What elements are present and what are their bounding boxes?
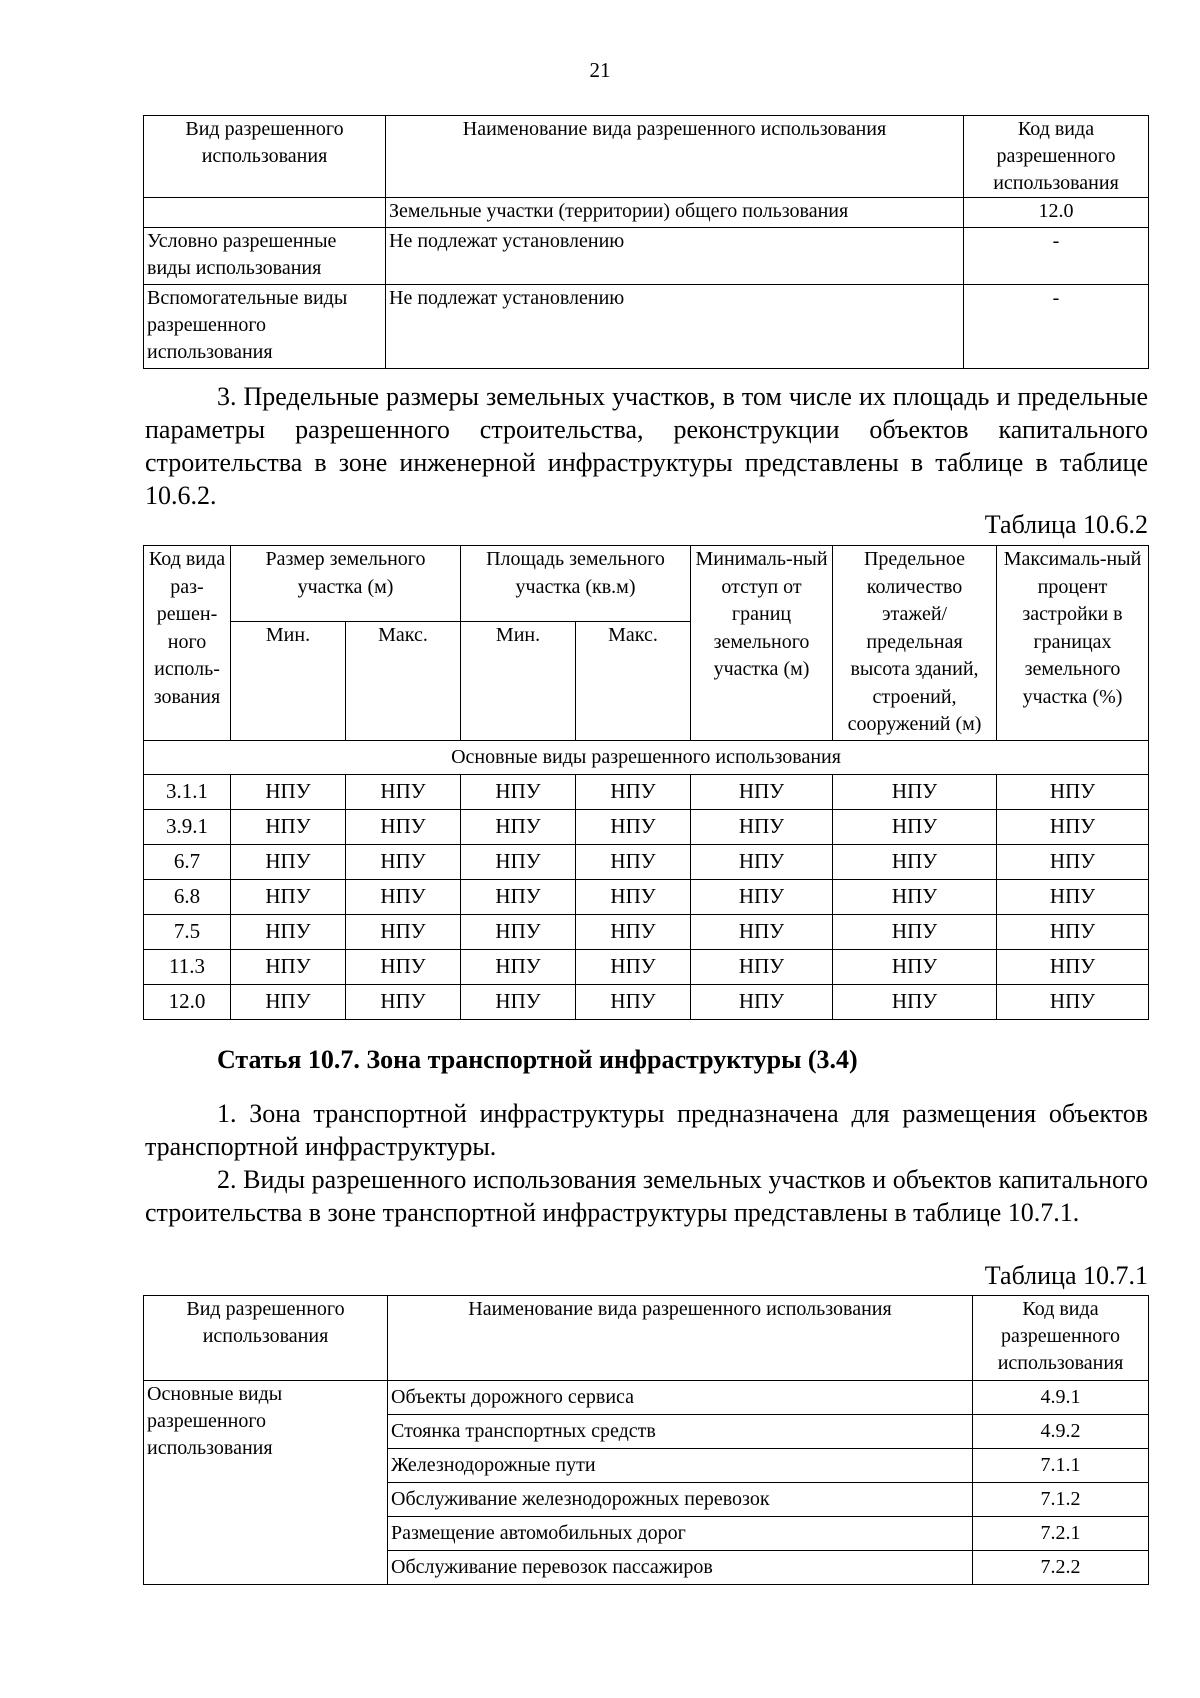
row-code: 7.5 <box>144 915 231 950</box>
cell: НПУ <box>346 775 461 810</box>
row-code: 12.0 <box>144 985 231 1020</box>
cell: НПУ <box>833 915 997 950</box>
header-area-min: Мин. <box>461 622 576 741</box>
cell: НПУ <box>997 775 1149 810</box>
header-use-type: Вид разрешенного использования <box>144 1296 388 1381</box>
header-coverage: Максималь-ный процент застройки в границах земельного участка (%) <box>997 546 1149 741</box>
header-floors-height: Предельное количество этажей/ предельная высота зданий, строений, сооружений (м) <box>833 546 997 741</box>
cell: НПУ <box>833 845 997 880</box>
cell: НПУ <box>691 985 833 1020</box>
row-code: 3.9.1 <box>144 810 231 845</box>
table-caption-10-7-1: Таблица 10.7.1 <box>984 1261 1148 1290</box>
transport-use-table <box>143 1295 1149 1585</box>
header-use-code: Код вида разрешенного использования <box>973 1296 1149 1381</box>
cell: НПУ <box>461 880 576 915</box>
cell: НПУ <box>461 810 576 845</box>
article-heading: Статья 10.7. Зона транспортной инфраструктуры (3.4) <box>217 1045 858 1074</box>
cell: НПУ <box>461 950 576 985</box>
cell: НПУ <box>997 845 1149 880</box>
paragraph-3: 3. Предельные размеры земельных участков, в том числе их площадь и предельные параметры разрешенного строительства, реконструкции объектов капитального строительства в зоне инженерной инфраструктуры представлены в таблице в таблице 10.6.2. <box>145 382 1148 510</box>
cell: НПУ <box>231 985 346 1020</box>
row-name: Стоянка транспортных средств <box>388 1415 973 1449</box>
row-code: 4.9.2 <box>973 1415 1149 1449</box>
cell: НПУ <box>997 880 1149 915</box>
cell: НПУ <box>461 845 576 880</box>
header-code: Код вида раз-решен-ного исполь-зования <box>144 546 231 741</box>
header-size-min: Мин. <box>231 622 346 741</box>
table-row <box>144 198 1149 228</box>
cell: НПУ <box>833 985 997 1020</box>
cell: НПУ <box>346 985 461 1020</box>
row-code: 11.3 <box>144 950 231 985</box>
table-row <box>144 845 1149 880</box>
section-row <box>144 741 1149 775</box>
cell: НПУ <box>833 950 997 985</box>
cell: НПУ <box>461 985 576 1020</box>
paragraph-2: 2. Виды разрешенного использования земельных участков и объектов капитального строительства в зоне транспортной инфраструктуры представлены в таблице 10.7.1. <box>145 1165 1148 1227</box>
row-name: Не подлежат установлению <box>386 228 964 285</box>
row-type: Условно разрешенные виды использования <box>144 228 386 285</box>
row-code: 6.7 <box>144 845 231 880</box>
cell: НПУ <box>691 810 833 845</box>
page-number: 21 <box>589 58 611 82</box>
table-row <box>144 285 1149 369</box>
row-code: 7.1.2 <box>973 1483 1149 1517</box>
cell: НПУ <box>346 950 461 985</box>
row-group-type: Основные виды разрешенного использования <box>144 1381 388 1585</box>
cell: НПУ <box>691 950 833 985</box>
row-name: Земельные участки (территории) общего пользования <box>386 198 964 228</box>
row-name: Обслуживание железнодорожных перевозок <box>388 1483 973 1517</box>
cell: НПУ <box>833 775 997 810</box>
cell: НПУ <box>691 845 833 880</box>
table-row <box>144 1381 1149 1415</box>
cell: НПУ <box>346 880 461 915</box>
cell: НПУ <box>576 915 691 950</box>
cell: НПУ <box>346 810 461 845</box>
table-header-row <box>144 116 1149 198</box>
table-row <box>144 915 1149 950</box>
cell: НПУ <box>691 880 833 915</box>
cell: НПУ <box>997 985 1149 1020</box>
cell: НПУ <box>691 915 833 950</box>
row-type: Вспомогательные виды разрешенного использования <box>144 285 386 369</box>
row-code: 7.2.2 <box>973 1551 1149 1585</box>
row-type <box>144 198 386 228</box>
table-row <box>144 985 1149 1020</box>
cell: НПУ <box>576 810 691 845</box>
cell: НПУ <box>576 775 691 810</box>
cell: НПУ <box>346 845 461 880</box>
cell: НПУ <box>576 985 691 1020</box>
row-code: 3.1.1 <box>144 775 231 810</box>
row-code: - <box>964 228 1149 285</box>
row-code: 6.8 <box>144 880 231 915</box>
cell: НПУ <box>346 915 461 950</box>
cell: НПУ <box>997 810 1149 845</box>
header-plot-area: Площадь земельного участка (кв.м) <box>461 546 691 622</box>
section-title: Основные виды разрешенного использования <box>144 741 1149 775</box>
row-name: Не подлежат установлению <box>386 285 964 369</box>
table-row <box>144 810 1149 845</box>
header-setback: Минималь-ный отступ от границ земельного участка (м) <box>691 546 833 741</box>
cell: НПУ <box>833 810 997 845</box>
paragraph-1: 1. Зона транспортной инфраструктуры предназначена для размещения объектов транспортной инфраструктуры. <box>145 1099 1148 1161</box>
header-area-max: Макс. <box>576 622 691 741</box>
cell: НПУ <box>231 950 346 985</box>
header-use-name: Наименование вида разрешенного использования <box>386 116 964 198</box>
cell: НПУ <box>231 880 346 915</box>
header-use-name: Наименование вида разрешенного использования <box>388 1296 973 1381</box>
row-name: Размещение автомобильных дорог <box>388 1517 973 1551</box>
cell: НПУ <box>576 880 691 915</box>
cell: НПУ <box>997 915 1149 950</box>
table-row <box>144 880 1149 915</box>
table-row <box>144 775 1149 810</box>
cell: НПУ <box>833 880 997 915</box>
cell: НПУ <box>691 775 833 810</box>
cell: НПУ <box>576 845 691 880</box>
cell: НПУ <box>231 775 346 810</box>
row-code: 12.0 <box>964 198 1149 228</box>
header-use-type: Вид разрешенного использования <box>144 116 386 198</box>
table-header-row <box>144 1296 1149 1381</box>
header-use-code: Код вида разрешенного использования <box>964 116 1149 198</box>
cell: НПУ <box>997 950 1149 985</box>
table-row <box>144 228 1149 285</box>
cell: НПУ <box>461 915 576 950</box>
cell: НПУ <box>231 845 346 880</box>
cell: НПУ <box>231 915 346 950</box>
table-header-row <box>144 546 1149 622</box>
row-code: 7.2.1 <box>973 1517 1149 1551</box>
row-name: Железнодорожные пути <box>388 1449 973 1483</box>
cell: НПУ <box>231 810 346 845</box>
cell: НПУ <box>576 950 691 985</box>
row-name: Обслуживание перевозок пассажиров <box>388 1551 973 1585</box>
land-use-table-continuation <box>143 115 1149 369</box>
row-code: - <box>964 285 1149 369</box>
row-name: Объекты дорожного сервиса <box>388 1381 973 1415</box>
table-row <box>144 950 1149 985</box>
header-size-max: Макс. <box>346 622 461 741</box>
row-code: 7.1.1 <box>973 1449 1149 1483</box>
table-caption-10-6-2: Таблица 10.6.2 <box>984 510 1148 539</box>
row-code: 4.9.1 <box>973 1381 1149 1415</box>
header-plot-size: Размер земельного участка (м) <box>231 546 461 622</box>
parameters-table <box>143 545 1149 1020</box>
cell: НПУ <box>461 775 576 810</box>
